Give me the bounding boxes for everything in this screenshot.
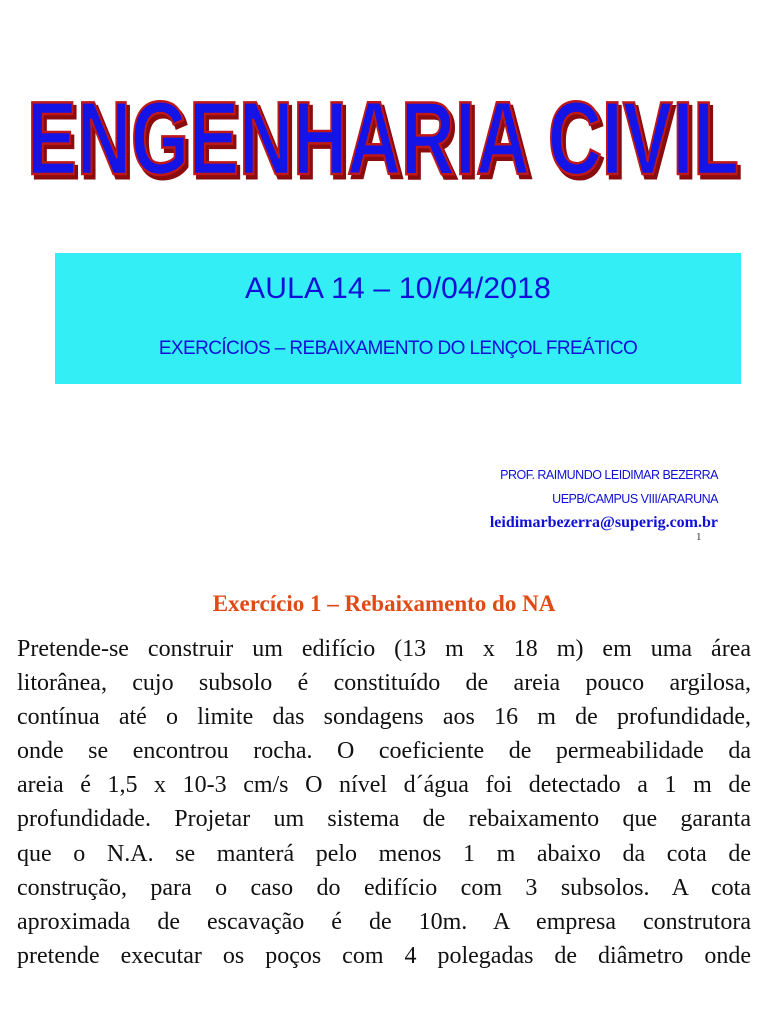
exercise-line: pretende executar os poços com 4 polegadas de diâmetro onde	[17, 942, 751, 969]
main-title-shadow: ENGENHARIA CIVIL	[30, 85, 742, 201]
author-affiliation: UEPB/CAMPUS VIII/ARARUNA	[552, 492, 718, 506]
exercise-line: profundidade. Projetar um sistema de rebaixamento que garanta	[17, 806, 751, 833]
main-title	[0, 52, 768, 202]
author-name: PROF. RAIMUNDO LEIDIMAR BEZERRA	[500, 468, 718, 482]
lesson-number-date: AULA 14 – 10/04/2018	[245, 272, 551, 305]
author-email: leidimarbezerra@superig.com.br	[489, 514, 718, 531]
exercise-line: que o N.A. se manterá pelo menos 1 m abaixo da cota de	[17, 840, 751, 867]
exercise-title: Exercício 1 – Rebaixamento do NA	[212, 591, 556, 616]
lesson-banner	[55, 253, 741, 384]
author-block	[500, 463, 718, 511]
exercise-line: aproximada de escavação é de 10m. A empresa construtora	[17, 908, 751, 935]
exercise-line: Pretende-se construir um edifício (13 m x 18 m) em uma área	[17, 636, 751, 662]
exercise-body	[17, 632, 751, 973]
lesson-subject: EXERCÍCIOS – REBAIXAMENTO DO LENÇOL FREÁTICO	[158, 338, 638, 359]
main-title-graphic	[0, 52, 768, 202]
main-title-text: ENGENHARIA CIVIL	[27, 81, 739, 197]
page-number: 1	[696, 531, 702, 543]
exercise-line: contínua até o limite das sondagens aos 16 m de profundidade,	[17, 704, 751, 731]
exercise-line: onde se encontrou rocha. O coeficiente de permeabilidade da	[17, 738, 751, 765]
exercise-line: areia é 1,5 x 10-3 cm/s O nível d´água foi detectado a 1 m de	[17, 772, 751, 799]
exercise-line: construção, para o caso do edifício com 3 subsolos. A cota	[17, 874, 751, 901]
exercise-line: litorânea, cujo subsolo é constituído de areia pouco argilosa,	[17, 670, 751, 697]
